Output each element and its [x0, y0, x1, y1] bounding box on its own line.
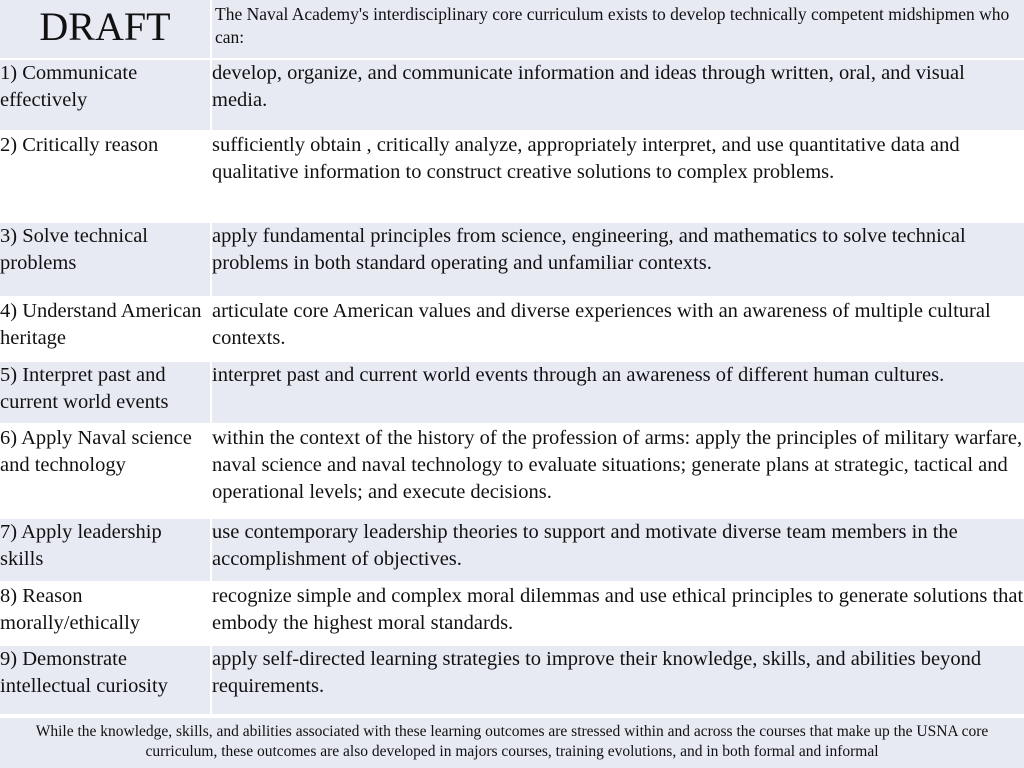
- outcome-label: 5) Interpret past and current world events: [0, 361, 211, 424]
- outcome-description: apply fundamental principles from science, engineering, and mathematics to solve technical problems in both standard operating and unfamiliar contexts.: [211, 222, 1024, 297]
- intro-text: The Naval Academy's interdisciplinary core curriculum exists to develop technically competent midshipmen who can:: [211, 0, 1024, 59]
- outcome-row-1: [0, 59, 1024, 131]
- outcome-row-8: [0, 582, 1024, 645]
- outcome-row-2: [0, 131, 1024, 222]
- outcome-row-9: [0, 645, 1024, 715]
- outcome-label: 1) Communicate effectively: [0, 59, 211, 131]
- outcome-label: 3) Solve technical problems: [0, 222, 211, 297]
- outcome-description: use contemporary leadership theories to support and motivate diverse team members in the accomplishment of objectives.: [211, 518, 1024, 582]
- draft-label: DRAFT: [0, 0, 211, 59]
- outcome-description: within the context of the history of the profession of arms: apply the principles of military warfare, naval science and naval technology to evaluate situations; generate plans at strategic, tactical and operational levels; and execute decisions.: [211, 424, 1024, 518]
- outcome-row-6: [0, 424, 1024, 518]
- outcome-label: 8) Reason morally/ethically: [0, 582, 211, 645]
- outcome-label: 4) Understand American heritage: [0, 297, 211, 361]
- header-row: [0, 0, 1024, 59]
- outcome-row-4: [0, 297, 1024, 361]
- outcome-label: 7) Apply leadership skills: [0, 518, 211, 582]
- outcome-description: interpret past and current world events through an awareness of different human cultures.: [211, 361, 1024, 424]
- outcome-row-3: [0, 222, 1024, 297]
- outcome-description: sufficiently obtain , critically analyze, appropriately interpret, and use quantitative data and qualitative information to construct creative solutions to complex problems.: [211, 131, 1024, 222]
- outcome-row-7: [0, 518, 1024, 582]
- footer-note: While the knowledge, skills, and abilities associated with these learning outcomes are stressed within and across the courses that make up the USNA core curriculum, these outcomes are also developed in majors courses, training evolutions, and in both formal and informal: [0, 718, 1024, 768]
- outcome-label: 9) Demonstrate intellectual curiosity: [0, 645, 211, 715]
- outcome-label: 6) Apply Naval science and technology: [0, 424, 211, 518]
- outcome-description: develop, organize, and communicate information and ideas through written, oral, and visual media.: [211, 59, 1024, 131]
- outcome-row-5: [0, 361, 1024, 424]
- outcome-description: articulate core American values and diverse experiences with an awareness of multiple cultural contexts.: [211, 297, 1024, 361]
- outcome-description: apply self-directed learning strategies to improve their knowledge, skills, and abilities beyond requirements.: [211, 645, 1024, 715]
- outcome-label: 2) Critically reason: [0, 131, 211, 222]
- outcome-description: recognize simple and complex moral dilemmas and use ethical principles to generate solutions that embody the highest moral standards.: [211, 582, 1024, 645]
